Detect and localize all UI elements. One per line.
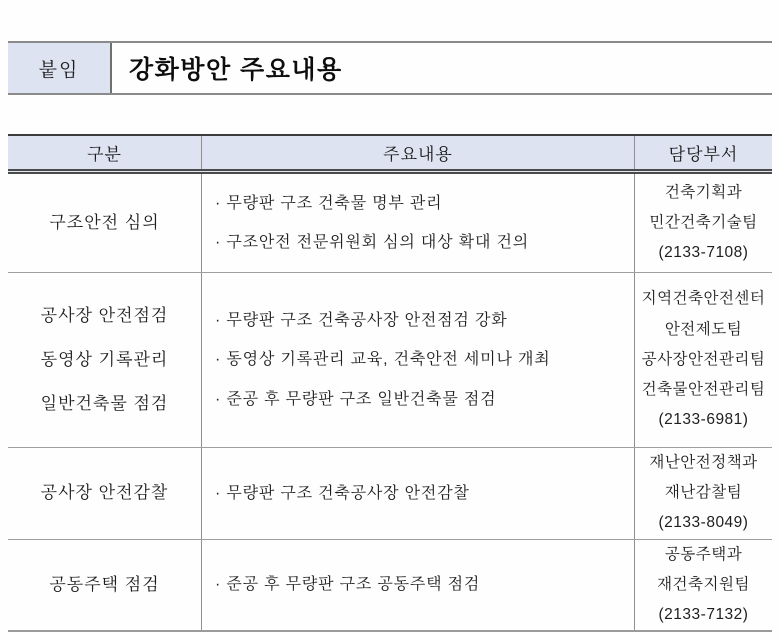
category-line: 동영상 기록관리 — [40, 349, 169, 369]
table-header-row — [8, 136, 772, 174]
table-body — [8, 174, 772, 630]
department-cell — [635, 174, 772, 272]
table-row — [8, 447, 772, 539]
department-line: 공사장안전관리팀 — [641, 350, 766, 368]
table-row — [8, 272, 772, 447]
department-cell — [635, 448, 772, 539]
department-line: 안전제도팀 — [664, 320, 743, 338]
bullet-item: · 준공 후 무량판 구조 일반건축물 점검 — [215, 390, 497, 408]
content-cell — [202, 273, 635, 447]
category-cell — [8, 273, 202, 447]
bullet-item: · 무량판 구조 건축공사장 안전감찰 — [215, 484, 470, 502]
department-cell — [635, 540, 772, 631]
content-cell — [202, 540, 635, 631]
summary-table — [8, 134, 772, 632]
category-line: 일반건축물 점검 — [40, 394, 169, 414]
table-row — [8, 174, 772, 272]
bullet-item: · 준공 후 무량판 구조 공동주택 점검 — [215, 576, 481, 594]
department-line: 재난감찰팀 — [664, 484, 743, 502]
department-line: 지역건축안전센터 — [641, 290, 766, 308]
category-cell — [8, 448, 202, 539]
department-line: 공동주택과 — [664, 545, 743, 563]
bullet-item: · 구조안전 전문위원회 심의 대상 확대 건의 — [215, 234, 529, 251]
department-line: 재난안전정책과 — [649, 454, 758, 471]
department-line: (2133-7132) — [658, 606, 749, 624]
department-line: 건축물안전관리팀 — [641, 381, 766, 399]
bullet-item: · 무량판 구조 건축물 명부 관리 — [215, 194, 443, 212]
column-header-content: 주요내용 — [202, 136, 635, 169]
department-cell — [635, 273, 772, 447]
category-line: 공사장 안전점검 — [40, 305, 169, 325]
category-cell — [8, 540, 202, 631]
department-line: (2133-6981) — [658, 411, 749, 429]
department-line: 건축기획과 — [664, 183, 743, 201]
content-cell — [202, 448, 635, 539]
department-line: 재건축지원팀 — [657, 575, 750, 593]
bullet-item: · 동영상 기록관리 교육, 건축안전 세미나 개최 — [215, 351, 551, 369]
department-line: 민간건축기술팀 — [649, 213, 758, 231]
column-header-category: 구분 — [8, 136, 202, 169]
category-cell — [8, 174, 202, 272]
column-header-department: 담당부서 — [668, 145, 739, 164]
page-title: 강화방안 주요내용 — [129, 56, 343, 84]
table-row — [8, 539, 772, 631]
attachment-badge: 붙임 — [8, 43, 112, 93]
department-line: (2133-7108) — [658, 244, 749, 262]
category-line: 공사장 안전감찰 — [40, 483, 169, 503]
bullet-item: · 무량판 구조 건축공사장 안전점검 강화 — [215, 312, 508, 330]
category-line: 구조안전 심의 — [49, 212, 160, 232]
attachment-header — [8, 41, 772, 95]
content-cell — [202, 174, 635, 272]
category-line: 공동주택 점검 — [49, 574, 160, 594]
department-line: (2133-8049) — [658, 514, 749, 532]
